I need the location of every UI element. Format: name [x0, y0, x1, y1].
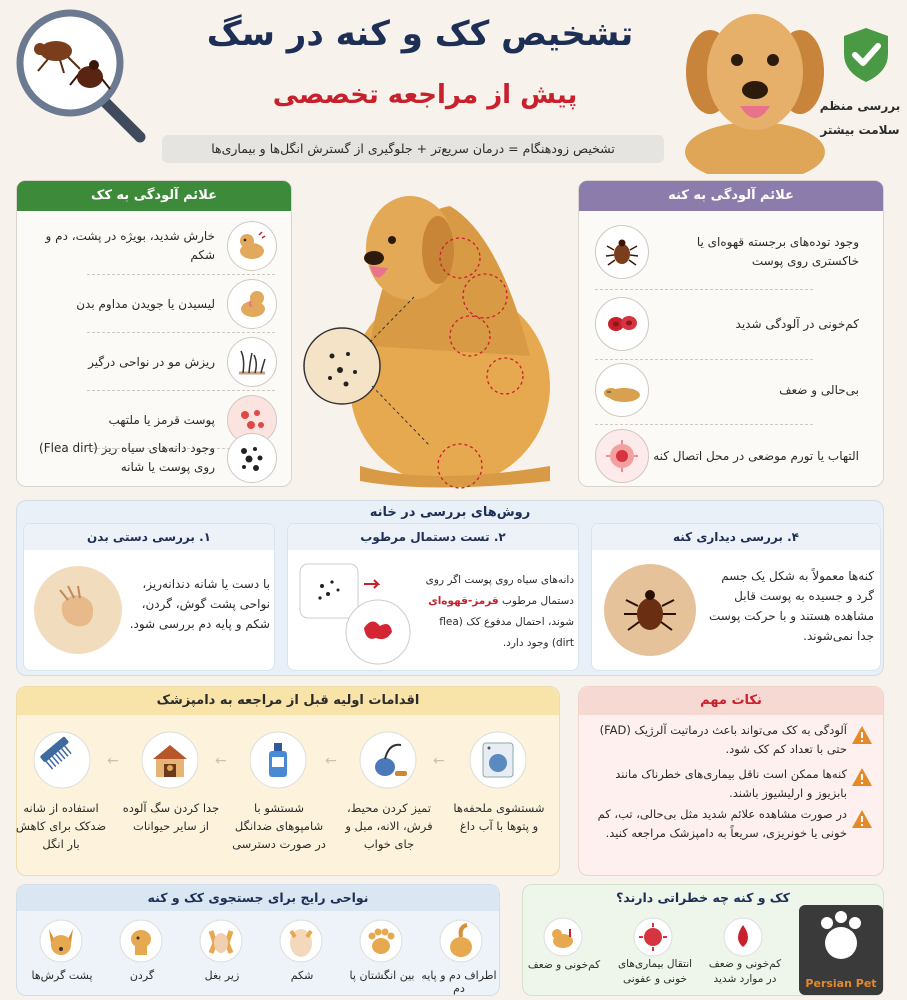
watermark-logo [799, 905, 883, 995]
home-methods-section [16, 500, 884, 676]
hair-loss-icon [227, 337, 277, 387]
blood-drop-icon [723, 917, 763, 957]
shield-check-icon [840, 26, 892, 84]
tick-item-text: بی‌حالی و ضعف [779, 382, 859, 397]
area-label: اطراف دم و پایه دم [421, 969, 497, 995]
scratching-dog-icon [227, 221, 277, 271]
tired-dog-icon [595, 363, 649, 417]
tick-item [579, 295, 883, 353]
important-notes-section [578, 686, 884, 876]
danger-label: کم‌خونی و ضعف در موارد شدید [708, 958, 782, 985]
first-actions-title: اقدامات اولیه قبل از مراجعه به دامپزشک [17, 687, 559, 715]
tick-item [579, 427, 883, 485]
method-card-tick-visual [591, 523, 881, 671]
hand-comb-fur-icon [32, 564, 124, 656]
dog-neck-icon [119, 919, 163, 963]
danger-label: انتقال بیماری‌های خونی و عفونی [617, 958, 693, 985]
towel-text-red: قرمز-قهوه‌ای [428, 595, 499, 607]
common-areas-title: نواحی رایج برای جستجوی کک و کنه [17, 885, 499, 911]
flea-item [17, 427, 291, 489]
area-label: پشت گرش‌ها [31, 969, 93, 982]
flea-comb-icon [33, 731, 91, 789]
method-card-text [416, 570, 574, 654]
page-title: تشخیص کک و کنه در سگ [206, 14, 634, 54]
area-label: گردن [129, 969, 155, 982]
action-step-text: جدا کردن سگ آلوده از سایر حیوانات [122, 801, 220, 833]
action-step-text: شستشو با شامپوهای ضدانگل در صورت دسترسی [232, 801, 326, 851]
home-methods-title: روش‌های بررسی در خانه [369, 505, 531, 520]
arrow-icon: ← [433, 753, 445, 769]
tick-symptoms-panel [578, 180, 884, 487]
tick-item-text: وجود توده‌های برجسته قهوه‌ای یا خاکستری روی پوست [696, 235, 859, 268]
important-item-text: آلودگی به کک می‌تواند باعث درماتیت آلرژیک (FAD) حتی با تعداد کم کک شود. [599, 723, 847, 756]
blood-cells-icon [595, 297, 649, 351]
dangers-title: کک و کنه چه خطراتی دارند؟ [616, 890, 790, 905]
dog-tail-icon [439, 919, 483, 963]
flea-item-text: ریزش مو در نواحی درگیر [88, 354, 215, 369]
dog-armpit-icon [199, 919, 243, 963]
tick-item [579, 361, 883, 419]
dog-house-icon [141, 731, 199, 789]
tick-item-text: التهاب یا تورم موضعی در محل اتصال کنه [653, 448, 859, 463]
dog-ears-icon [39, 919, 83, 963]
tagline: تشخیص زودهنگام = درمان سریع‌تر + جلوگیری از گسترش انگل‌ها و بیماری‌ها [162, 135, 664, 163]
page-subtitle: پیش از مراجعه تخصصی [272, 80, 578, 110]
arrow-icon: ← [107, 753, 119, 769]
action-step-text: استفاده از شانه ضدکک برای کاهش بار انگل [15, 801, 107, 851]
dog-belly-icon [279, 919, 323, 963]
magnifier-icon [8, 5, 148, 145]
method-card-text: با دست یا شانه دندانه‌ریز، نواحی پشت گوش، گردن، شکم و پایه دم بررسی شود. [129, 577, 270, 631]
warning-icon [851, 725, 873, 745]
germ-icon [633, 917, 673, 957]
flea-symptoms-panel [16, 180, 292, 487]
method-card-title: ۴. بررسی دیداری کنه [592, 524, 880, 550]
flea-dirt-icon [227, 433, 277, 483]
area-label: شکم [290, 969, 314, 982]
important-item-text: در صورت مشاهده علائم شدید مثل بی‌حالی، تب، کم خونی یا خونریزی، سریعاً به دامپزشک مراجعه کنید. [597, 807, 847, 840]
tick-item-text: کم‌خونی در آلودگی شدید [735, 316, 859, 331]
dog-paw-icon [359, 919, 403, 963]
important-title: نکات مهم [579, 687, 883, 715]
tick-bug-icon [595, 225, 649, 279]
dog-head-icon [680, 2, 830, 174]
dangers-section [522, 884, 884, 996]
method-card-title: ۱. بررسی دستی بدن [24, 524, 274, 550]
common-areas-section [16, 884, 500, 996]
shield-caption [815, 94, 905, 142]
shield-line-1: بررسی منظم [819, 99, 901, 113]
arrow-icon: ← [215, 753, 227, 769]
flea-item [17, 221, 291, 271]
tick-on-fur-icon [602, 562, 698, 658]
watermark-text: Persian Pet [805, 977, 877, 990]
vacuum-icon [359, 731, 417, 789]
inflammation-icon [595, 429, 649, 483]
washing-machine-icon [469, 731, 527, 789]
flea-panel-title: علائم آلودگی به کک [17, 181, 291, 211]
area-label: زیر بغل [204, 969, 240, 982]
weak-dog-icon [543, 917, 583, 957]
shampoo-bottle-icon [249, 731, 307, 789]
towel-text-part: دانه‌های سیاه روی پوست اگر روی دستمال مرطوب [425, 574, 574, 607]
important-item-text: کنه‌ها ممکن است ناقل بیماری‌های خطرناک مانند بابزیوز و ارلیشیوز باشند. [615, 767, 847, 800]
danger-label: کم‌خونی و ضعف [527, 959, 601, 971]
method-card-wet-towel [287, 523, 579, 671]
arrow-icon: ← [325, 753, 337, 769]
action-step-text: شستشوی ملحفه‌ها و پتوها با آب داغ [453, 801, 545, 833]
first-actions-section [16, 686, 560, 876]
method-card-text: کنه‌ها معمولاً به شکل یک جسم گرد و جسیده به پوست قابل مشاهده هستند و با حرکت پوست جدا نمی‌شوند. [708, 569, 874, 643]
tick-panel-title: علائم آلودگی به کنه [579, 181, 883, 211]
flea-item [17, 279, 291, 329]
flea-item-text: لیسیدن یا جویدن مداوم بدن [76, 296, 215, 311]
sitting-dog-illustration [300, 176, 570, 492]
towel-text-part: شوند، احتمال مدفوع کک (flea dirt) وجود دارد. [439, 616, 574, 649]
shield-line-2: سلامت بیشتر [820, 123, 900, 137]
licking-dog-icon [227, 279, 277, 329]
flea-item-text: پوست قرمز یا ملتهب [108, 412, 215, 427]
warning-icon [851, 767, 873, 787]
warning-icon [851, 809, 873, 829]
method-card-title: ۲. تست دستمال مرطوب [288, 524, 578, 550]
tick-item [579, 223, 883, 281]
flea-item-text: خارش شدید، بویژه در پشت، دم و شکم [45, 229, 215, 262]
area-label: بین انگشتان پا [349, 969, 415, 982]
wet-towel-icon [294, 558, 414, 668]
flea-item [17, 337, 291, 387]
flea-item-text: وجود دانه‌های سیاه ریز (Flea dirt) روی پوست یا شانه [39, 441, 215, 474]
method-card-hand-check [23, 523, 275, 671]
action-step-text: تمیز کردن محیط، فرش، الانه، مبل و جای خواب [345, 801, 433, 851]
